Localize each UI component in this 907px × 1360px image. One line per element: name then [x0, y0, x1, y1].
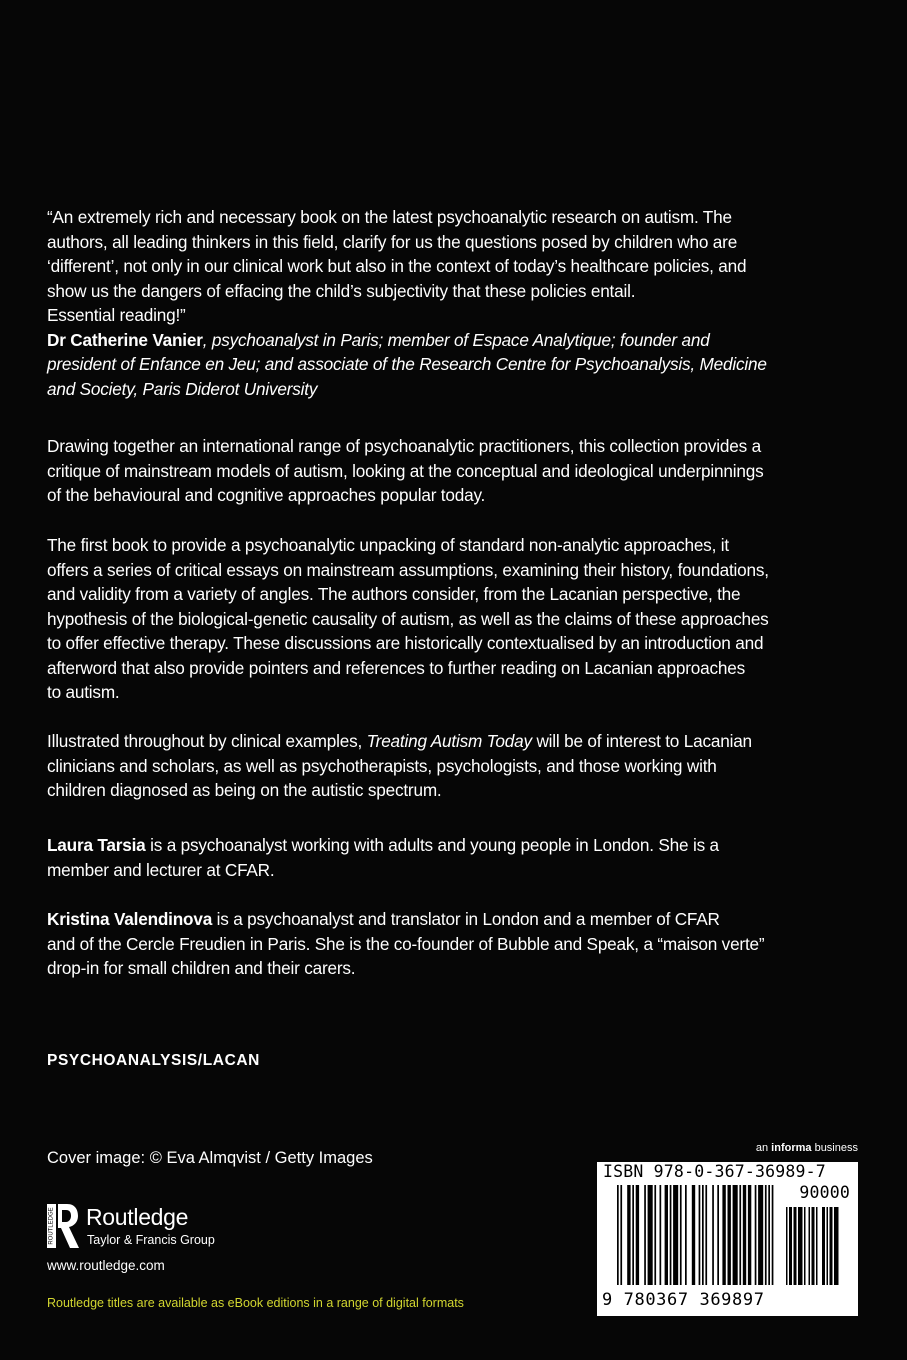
barcode-bar	[617, 1185, 619, 1285]
barcode-bar	[705, 1185, 707, 1285]
text-line: offers a series of critical essays on mainstream assumptions, examining their history, foundations,	[47, 559, 769, 580]
text-line: The first book to provide a psychoanalytic unpacking of standard non-analytic approaches, it	[47, 535, 729, 555]
author-bio	[47, 833, 862, 882]
barcode-bar	[812, 1207, 815, 1285]
barcode-bar	[728, 1185, 731, 1285]
text-line: hypothesis of the biological-genetic causality of autism, as well as the claims of these approaches	[47, 608, 769, 629]
text-line: of the behavioural and cognitive approaches popular today.	[47, 485, 486, 505]
barcode-bar	[772, 1185, 774, 1285]
barcode-bar	[794, 1207, 797, 1285]
quote-line: ‘different’, not only in our clinical work but also in the context of today’s healthcare policies, and	[47, 256, 747, 276]
endorser-affiliation: and Society, Paris Diderot University	[47, 378, 318, 399]
barcode-bar	[755, 1185, 757, 1285]
description-paragraph	[47, 729, 862, 803]
endorser-affiliation: president of Enfance en Jeu; and associate of the Research Centre for Psychoanalysis, Medicine	[47, 354, 767, 374]
barcode-bar	[673, 1185, 678, 1285]
endorser-affiliation: , psychoanalyst in Paris; member of Espace Analytique; founder and	[202, 329, 710, 350]
barcode-bar	[722, 1185, 725, 1285]
barcode-bar	[636, 1185, 639, 1285]
barcode-bar	[809, 1207, 811, 1285]
barcode-bar	[644, 1185, 646, 1285]
text-line: to autism.	[47, 682, 120, 702]
quote-line: Essential reading!”	[47, 305, 186, 325]
barcode-bar	[768, 1185, 770, 1285]
publisher-website: www.routledge.com	[47, 1258, 165, 1273]
text-line: Drawing together an international range of psychoanalytic practitioners, this collection provides a	[47, 436, 761, 456]
endorser-line	[47, 328, 862, 353]
description-paragraph	[47, 533, 862, 705]
endorser-name: Dr Catherine Vanier	[47, 329, 203, 350]
barcode-bar	[739, 1185, 741, 1285]
barcode-bar	[748, 1185, 751, 1285]
text-span: business	[811, 1142, 858, 1154]
barcode-bar	[620, 1185, 622, 1285]
barcode-bar	[680, 1185, 682, 1285]
barcode-bar	[789, 1207, 792, 1285]
barcode-bar	[834, 1207, 839, 1285]
book-title: Treating Autism Today	[366, 731, 532, 751]
informa-word: informa	[771, 1142, 812, 1154]
quote-line: show us the dangers of effacing the child’s subjectivity that these policies entail.	[47, 280, 636, 301]
barcode-digits: 9 780367 369897	[602, 1290, 765, 1310]
barcode-bar	[627, 1185, 630, 1285]
quote-line: “An extremely rich and necessary book on the latest psychoanalytic research on autism. The	[47, 207, 732, 227]
text-line: drop-in for small children and their carers.	[47, 958, 356, 978]
barcode-bar	[660, 1185, 662, 1285]
text-span: will be of interest to Lacanian	[531, 731, 752, 751]
barcode-bar	[822, 1207, 825, 1285]
text-line: clinicians and scholars, as well as psychotherapists, psychologists, and those working with	[47, 755, 717, 776]
barcode-bar	[804, 1207, 806, 1285]
text-line: afterword that also provide pointers and references to further reading on Lacanian approaches	[47, 657, 745, 678]
text-line: to offer effective therapy. These discussions are historically contextualised by an introduction and	[47, 633, 764, 653]
routledge-logo-icon	[45, 1202, 79, 1250]
barcode-bar	[786, 1207, 788, 1285]
barcode-bar	[816, 1207, 818, 1285]
text-line: member and lecturer at CFAR.	[47, 859, 275, 880]
barcode-bar	[632, 1185, 634, 1285]
text-span: is a psychoanalyst and translator in London and a member of CFAR	[212, 909, 720, 929]
text-span: an	[755, 1142, 772, 1154]
text-span: is a psychoanalyst working with adults and young people in London. She is a	[145, 835, 719, 855]
cover-credit: Cover image: © Eva Almqvist / Getty Images	[47, 1149, 373, 1167]
barcode-bar	[798, 1207, 803, 1285]
text-line: and validity from a variety of angles. The authors consider, from the Lacanian perspective, the	[47, 584, 741, 604]
barcode-bar	[665, 1185, 668, 1285]
barcode-bar	[712, 1185, 714, 1285]
barcode-bar	[827, 1207, 829, 1285]
barcode-bar	[717, 1185, 719, 1285]
text-line: children diagnosed as being on the autistic spectrum.	[47, 780, 442, 800]
barcode-bar	[654, 1185, 656, 1285]
barcode-bar	[830, 1207, 833, 1285]
publisher-name: Routledge	[86, 1204, 189, 1230]
description-paragraph	[47, 434, 862, 508]
quote-line: authors, all leading thinkers in this field, clarify for us the questions posed by children who are	[47, 231, 738, 252]
subject-category: PSYCHOANALYSIS/LACAN	[47, 1052, 260, 1069]
barcode-bar	[685, 1185, 687, 1285]
barcode-bar	[648, 1185, 653, 1285]
barcode-bar	[699, 1185, 701, 1285]
price-code: 90000	[799, 1183, 850, 1202]
endorsement	[47, 205, 862, 401]
text-line: and of the Cercle Freudien in Paris. She is the co-founder of Bubble and Speak, a “maison verte”	[47, 933, 765, 954]
isbn-label: ISBN 978-0-367-36989-7	[603, 1162, 826, 1181]
text-line	[47, 907, 862, 932]
barcode-bar	[758, 1185, 763, 1285]
barcode-bar	[765, 1185, 767, 1285]
author-name: Kristina Valendinova	[47, 909, 213, 929]
text-span: Illustrated throughout by clinical examples,	[47, 731, 367, 751]
publisher-group: Taylor & Francis Group	[87, 1233, 215, 1247]
barcode-bar	[733, 1185, 738, 1285]
isbn-barcode	[597, 1162, 858, 1316]
informa-tagline	[756, 1142, 858, 1154]
author-bio	[47, 907, 862, 981]
barcode-bar	[743, 1185, 746, 1285]
barcode-bar	[692, 1185, 695, 1285]
text-line	[47, 729, 862, 754]
ebook-note: Routledge titles are available as eBook editions in a range of digital formats	[47, 1296, 464, 1310]
barcode-bar	[670, 1185, 672, 1285]
barcode-bar	[702, 1185, 704, 1285]
text-line: critique of mainstream models of autism, looking at the conceptual and ideological underpinnings	[47, 460, 764, 481]
author-name: Laura Tarsia	[47, 835, 146, 855]
text-line	[47, 833, 862, 858]
svg-text:ROUTLEDGE: ROUTLEDGE	[48, 1207, 55, 1245]
publisher-logo	[45, 1202, 225, 1252]
